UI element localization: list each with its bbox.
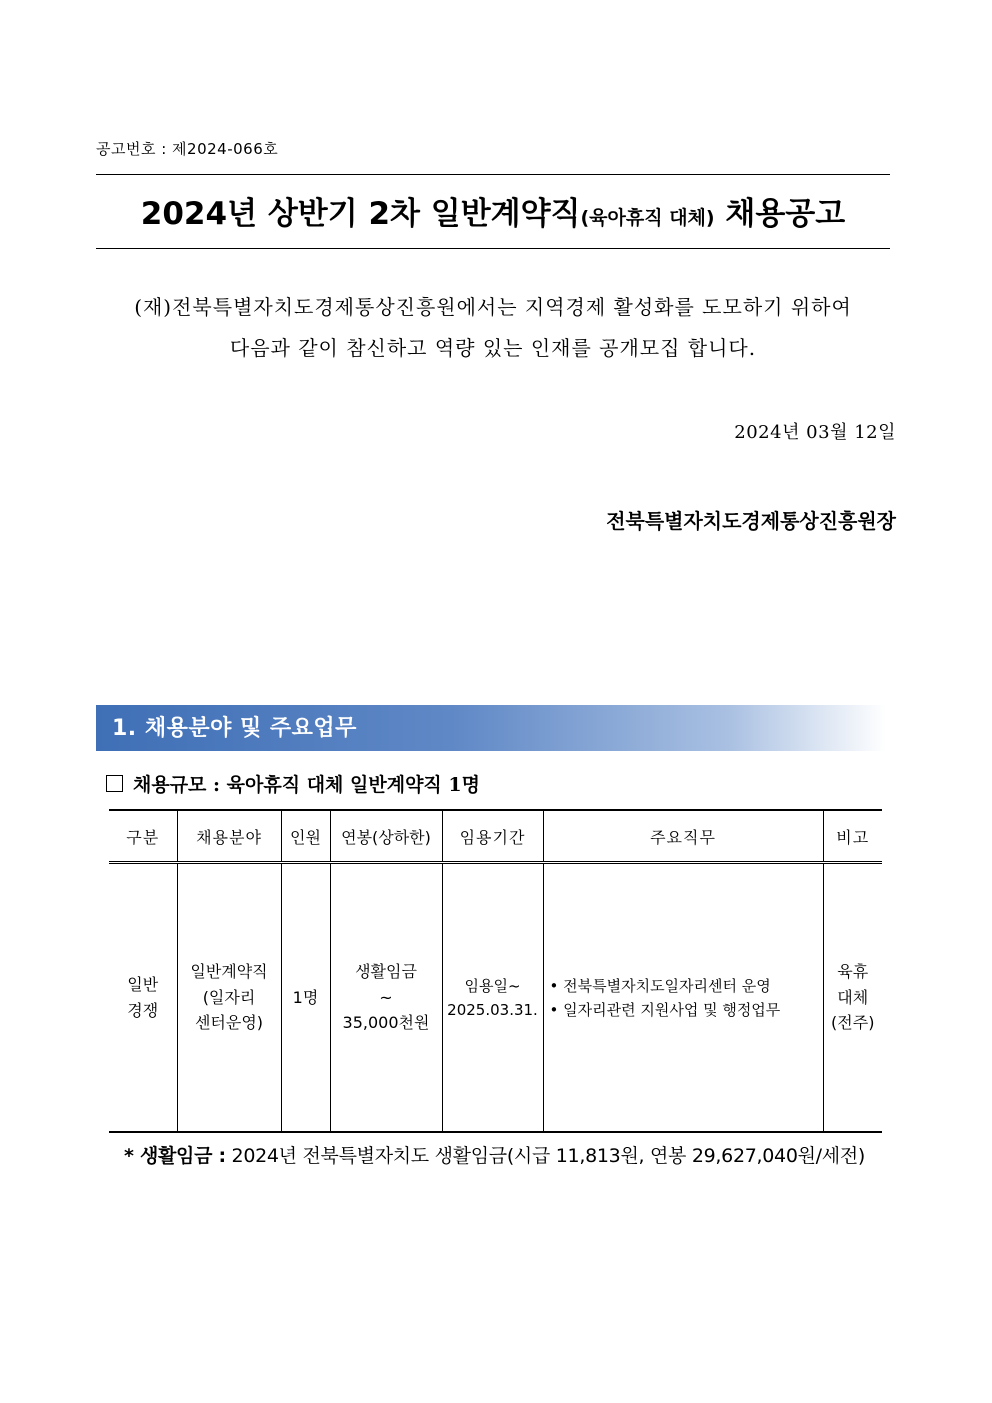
recruit-scale-text: 채용규모 : 육아휴직 대체 일반계약직 1명 [133, 774, 480, 796]
cell-period [442, 863, 543, 1133]
page-title [96, 188, 890, 233]
title-main-part: 2024년 상반기 2차 일반계약직 [140, 196, 581, 232]
recruitment-table [109, 809, 882, 1133]
cell-line: 경쟁 [127, 1000, 159, 1020]
header-category: 구분 [109, 810, 177, 863]
cell-line: 생활임금 [355, 962, 417, 982]
cell-remark [823, 863, 882, 1133]
cell-duties [543, 863, 823, 1133]
signer: 전북특별자치도경제통상진흥원장 [606, 509, 896, 533]
cell-line: 대체 [837, 987, 869, 1007]
cell-line: (일자리 [202, 987, 256, 1007]
header-count: 인원 [281, 810, 330, 863]
section-title: 1. 채용분야 및 주요업무 [112, 716, 357, 741]
duty-item: • 전북특별자치도일자리센터 운영 [550, 974, 822, 998]
header-salary: 연봉(상하한) [330, 810, 442, 863]
footnote-label: * 생활임금 : [124, 1145, 226, 1167]
footnote [124, 1141, 865, 1168]
cell-line: 일반 [127, 974, 159, 994]
title-top-rule [96, 174, 890, 175]
announcement-date: 2024년 03월 12일 [734, 422, 896, 443]
duty-item: • 일자리관련 지원사업 및 행정업무 [550, 998, 822, 1022]
intro-line-1: (재)전북특별자치도경제통상진흥원에서는 지역경제 활성화를 도모하기 위하여 [134, 295, 852, 319]
table-row [109, 863, 882, 1133]
cell-field [177, 863, 281, 1133]
cell-count: 1명 [281, 863, 330, 1133]
cell-line: ~ [379, 987, 393, 1007]
footnote-text: 2024년 전북특별자치도 생활임금(시급 11,813원, 연봉 29,627,040원/세전) [231, 1145, 865, 1167]
intro-line-2: 다음과 같이 참신하고 역량 있는 인재를 공개모집 합니다. [229, 336, 757, 360]
table-header-row [109, 810, 882, 863]
cell-line: 센터운영) [194, 1013, 264, 1033]
cell-line: (전주) [831, 1013, 875, 1033]
cell-salary [330, 863, 442, 1133]
cell-category [109, 863, 177, 1133]
title-end-part: 채용공고 [725, 196, 846, 232]
recruit-scale [106, 770, 480, 797]
cell-line: 육휴 [837, 962, 869, 982]
cell-line: 임용일~ [464, 976, 521, 995]
title-small-part: (육아휴직 대체) [580, 207, 715, 229]
cell-line: 일반계약직 [190, 962, 268, 982]
header-remark: 비고 [823, 810, 882, 863]
header-period: 임용기간 [442, 810, 543, 863]
title-bottom-rule [96, 248, 890, 249]
notice-number: 공고번호 : 제2024-066호 [96, 140, 279, 158]
header-field: 채용분야 [177, 810, 281, 863]
header-duties: 주요직무 [543, 810, 823, 863]
cell-line: 2025.03.31. [447, 1000, 538, 1019]
cell-line: 35,000천원 [342, 1013, 430, 1033]
checkbox-square-icon [106, 775, 123, 792]
